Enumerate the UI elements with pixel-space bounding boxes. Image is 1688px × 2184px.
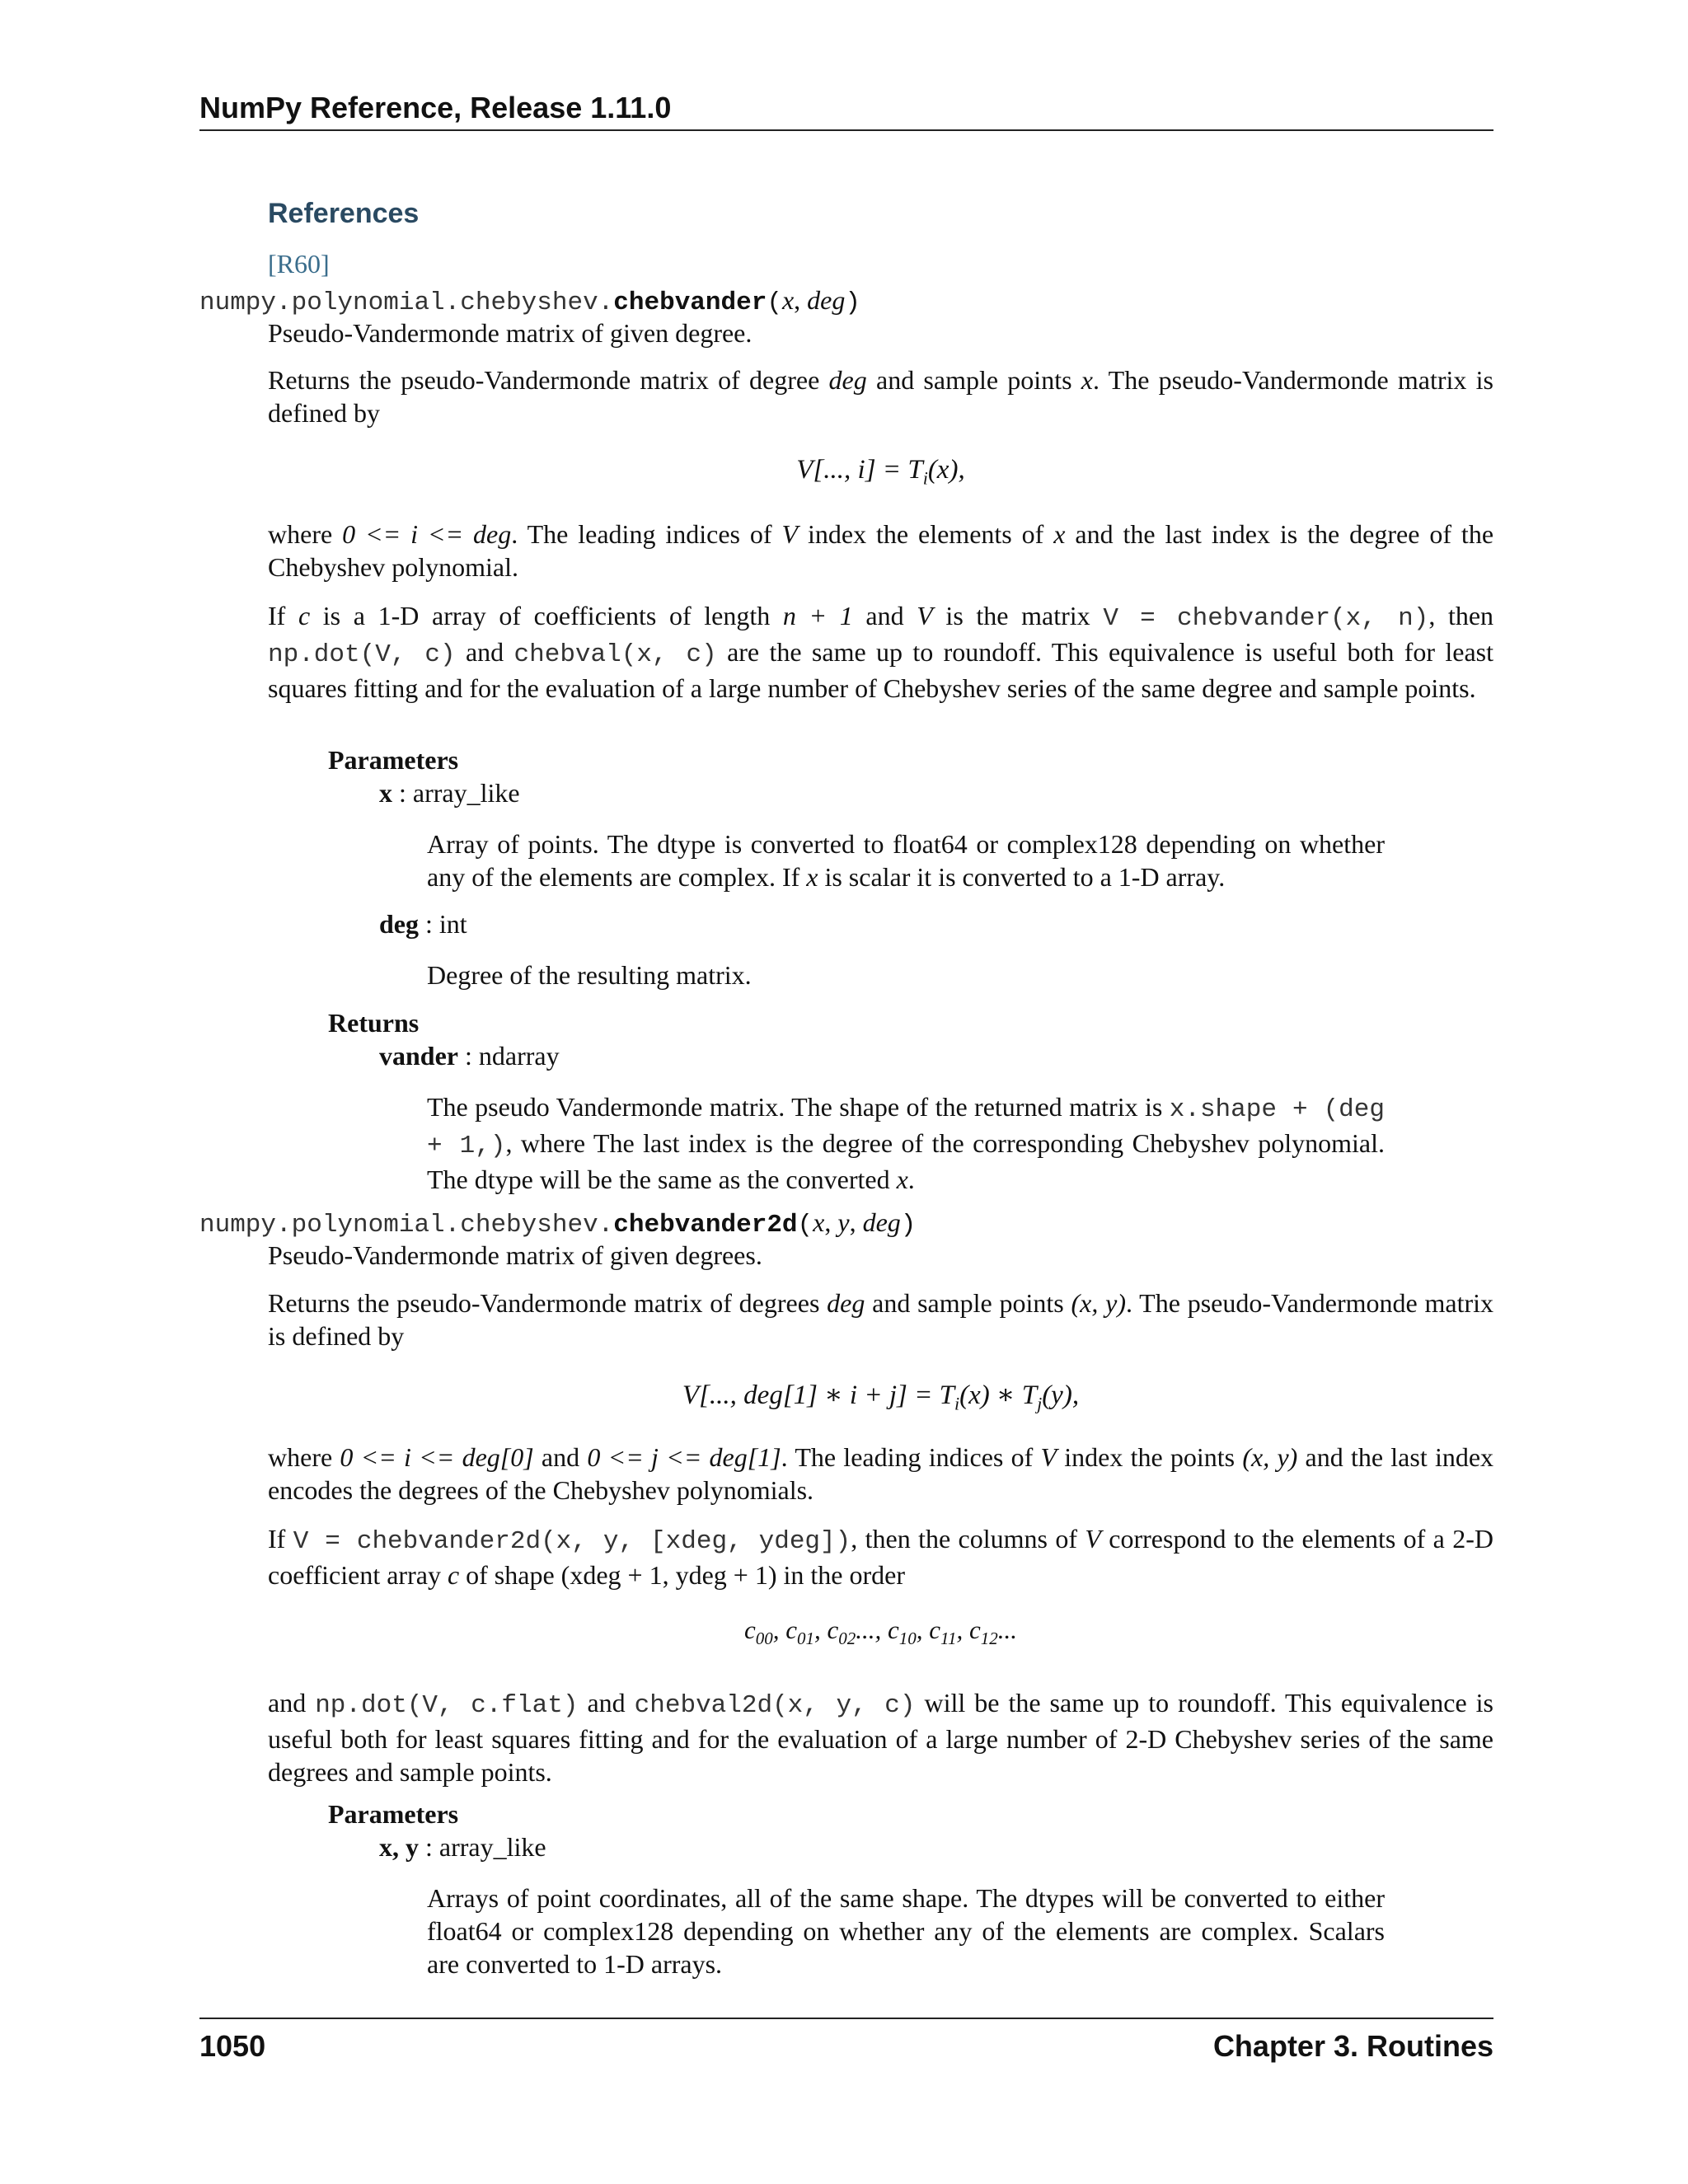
text-italic: 0 <= j <= deg[1] bbox=[587, 1442, 781, 1472]
text-italic: V bbox=[1040, 1442, 1057, 1472]
text: . The leading indices of bbox=[781, 1442, 1041, 1472]
eq-sub: 12 bbox=[980, 1629, 998, 1649]
text-italic: x bbox=[1081, 365, 1093, 395]
text: and bbox=[455, 637, 514, 667]
text-italic: (x, y) bbox=[1242, 1442, 1298, 1472]
eq-c: c bbox=[888, 1615, 899, 1644]
text-italic: 0 <= i <= deg bbox=[342, 519, 512, 549]
paragraph-equivalence bbox=[268, 599, 1493, 705]
text: . The pseudo-Vandermonde matrix is defined by bbox=[268, 365, 1494, 428]
text: Returns the pseudo-Vandermonde matrix of degree bbox=[268, 365, 829, 395]
text: , where The last index is the degree of the corresponding Chebyshev polynomial. The dtype will be the same as the converted bbox=[427, 1128, 1386, 1194]
eq-c: c bbox=[929, 1615, 941, 1644]
text-italic: deg bbox=[828, 365, 867, 395]
signature-paren-close: ) bbox=[845, 288, 860, 317]
equation-text: V[..., i] = T bbox=[796, 455, 923, 485]
text: Returns the pseudo-Vandermonde matrix of degrees bbox=[268, 1288, 828, 1318]
param-type: : array_like bbox=[392, 778, 520, 808]
equation-subscript: i bbox=[954, 1393, 960, 1414]
eq-dots: ... bbox=[997, 1615, 1018, 1644]
signature-arg-x: x bbox=[813, 1207, 825, 1237]
signature-paren-close: ) bbox=[900, 1211, 917, 1240]
signature-arg-deg: deg bbox=[862, 1207, 901, 1237]
signature-paren-open: ( bbox=[767, 288, 782, 317]
function-signature-chebvander2d bbox=[199, 1206, 916, 1242]
eq-sub: 01 bbox=[797, 1629, 814, 1649]
inline-code: np.dot(V, c) bbox=[268, 640, 456, 669]
text: Array of points. The dtype is converted to float64 or complex128 depending on whether any of the elements are complex. If bbox=[427, 829, 1385, 892]
paragraph-indices bbox=[268, 518, 1493, 583]
text: index the elements of bbox=[798, 519, 1054, 549]
returns-heading: Returns bbox=[328, 1008, 420, 1038]
function-summary: Pseudo-Vandermonde matrix of given degree. bbox=[268, 318, 753, 348]
equation-coefficient-order bbox=[268, 1615, 1493, 1649]
text: is a 1-D array of coefficients of length bbox=[310, 601, 783, 630]
eq-sub: 00 bbox=[755, 1629, 773, 1649]
eq-sep: , bbox=[874, 1615, 889, 1644]
text: The pseudo Vandermonde matrix. The shape of the returned matrix is bbox=[427, 1092, 1170, 1122]
text-italic: x bbox=[896, 1165, 908, 1194]
text: index the points bbox=[1057, 1442, 1243, 1472]
text: of shape (xdeg + 1, ydeg + 1) in the order bbox=[459, 1560, 905, 1590]
inline-code: V = chebvander2d(x, y, [xdeg, ydeg]) bbox=[293, 1527, 851, 1556]
text-italic: n + 1 bbox=[782, 601, 853, 630]
text: and the last index encodes the degrees of the Chebyshev polynomials. bbox=[268, 1442, 1494, 1505]
return-vander bbox=[379, 1041, 560, 1071]
text: where bbox=[268, 1442, 340, 1472]
inline-code: x.shape + (deg + 1,) bbox=[427, 1095, 1385, 1160]
signature-sep: , bbox=[824, 1207, 838, 1237]
text: and sample points bbox=[866, 365, 1081, 395]
citation-link-r60[interactable]: [R60] bbox=[268, 249, 330, 279]
text: and bbox=[578, 1688, 635, 1718]
eq-sub: 02 bbox=[838, 1629, 856, 1649]
text: is the matrix bbox=[932, 601, 1104, 630]
eq-sub: 10 bbox=[898, 1629, 917, 1649]
text-italic: c bbox=[298, 601, 311, 630]
text: where bbox=[268, 519, 343, 549]
text: , then bbox=[1428, 601, 1494, 630]
eq-c: c bbox=[827, 1615, 839, 1644]
text-italic: 0 <= i <= deg[0] bbox=[340, 1442, 534, 1472]
chapter-title: Chapter 3. Routines bbox=[1212, 2029, 1493, 2063]
inline-code: np.dot(V, c.flat) bbox=[315, 1691, 579, 1720]
text-italic: x bbox=[806, 862, 818, 892]
text: and bbox=[852, 601, 917, 630]
equation-vandermonde-2d bbox=[268, 1378, 1493, 1415]
text-italic: c bbox=[447, 1560, 460, 1590]
equation-text: (y), bbox=[1042, 1380, 1080, 1410]
paragraph-indices bbox=[268, 1441, 1493, 1507]
text: is scalar it is converted to a 1-D array. bbox=[818, 862, 1226, 892]
signature-arg-x: x bbox=[781, 285, 795, 315]
parameters-heading: Parameters bbox=[328, 745, 459, 775]
text-italic: V bbox=[1085, 1524, 1101, 1554]
param-x bbox=[379, 778, 520, 808]
text: , then the columns of bbox=[851, 1524, 1085, 1554]
return-name: vander bbox=[379, 1041, 458, 1071]
eq-c: c bbox=[969, 1615, 981, 1644]
text-italic: deg bbox=[827, 1288, 865, 1318]
param-name: x, y bbox=[379, 1832, 419, 1862]
text: and the last index is the degree of the Chebyshev polynomial. bbox=[268, 519, 1494, 582]
footer-rule bbox=[199, 2018, 1493, 2019]
inline-code: chebval(x, c) bbox=[513, 640, 717, 669]
eq-c: c bbox=[785, 1615, 797, 1644]
param-type: : int bbox=[419, 909, 467, 939]
paragraph-equivalence bbox=[268, 1686, 1493, 1788]
param-deg bbox=[379, 909, 467, 940]
page-header-title: NumPy Reference, Release 1.11.0 bbox=[199, 91, 672, 124]
header-rule bbox=[199, 129, 1493, 131]
text: If bbox=[268, 601, 298, 630]
eq-sub: 11 bbox=[940, 1629, 957, 1649]
signature-module: numpy.polynomial.chebyshev. bbox=[199, 1211, 614, 1240]
paragraph-description bbox=[268, 1286, 1493, 1352]
text: correspond to the elements of a 2-D coefficient array bbox=[268, 1524, 1494, 1590]
eq-sep: , bbox=[772, 1615, 786, 1644]
signature-module: numpy.polynomial.chebyshev. bbox=[199, 288, 614, 317]
param-name: deg bbox=[379, 909, 419, 939]
text-italic: V bbox=[781, 519, 799, 549]
function-signature-chebvander bbox=[199, 284, 860, 320]
equation-text: V[..., deg[1] ∗ i + j] = T bbox=[682, 1380, 955, 1410]
text: . The leading indices of bbox=[511, 519, 782, 549]
signature-name[interactable]: chebvander2d bbox=[613, 1211, 798, 1240]
param-x-y-description: Arrays of point coordinates, all of the same shape. The dtypes will be converted to either float64 or complex128 depending on whether any of the elements are complex. Scalars are converted to 1-D arrays. bbox=[427, 1883, 1385, 1979]
page-number: 1050 bbox=[199, 2029, 266, 2063]
equation-text: (x) ∗ T bbox=[959, 1380, 1038, 1410]
text: . bbox=[907, 1165, 915, 1194]
signature-name[interactable]: chebvander bbox=[613, 288, 767, 317]
return-vander-description bbox=[427, 1090, 1385, 1196]
inline-code: chebval2d(x, y, c) bbox=[634, 1691, 916, 1720]
eq-dots: ... bbox=[856, 1615, 875, 1644]
text: and bbox=[268, 1688, 316, 1718]
signature-arg-deg: deg bbox=[807, 285, 846, 315]
text: . The pseudo-Vandermonde matrix is defined by bbox=[268, 1288, 1494, 1351]
equation-subscript: i bbox=[922, 467, 928, 489]
text-italic: x bbox=[1053, 519, 1066, 549]
text: and bbox=[533, 1442, 588, 1472]
eq-sep: , bbox=[814, 1615, 828, 1644]
text-italic: V bbox=[917, 601, 933, 630]
text-italic: (x, y) bbox=[1071, 1288, 1126, 1318]
equation-text: (x), bbox=[927, 455, 965, 485]
signature-paren-open: ( bbox=[797, 1211, 814, 1240]
text: will be the same up to roundoff. This equivalence is useful both for least squares fitting and for the evaluation of a large number of 2-D Chebyshev series of the same degrees and sample points. bbox=[268, 1688, 1494, 1787]
inline-code: V = chebvander(x, n) bbox=[1103, 604, 1429, 633]
references-heading: References bbox=[268, 198, 420, 229]
text: If bbox=[268, 1524, 293, 1554]
eq-c: c bbox=[743, 1615, 756, 1644]
signature-sep: , bbox=[849, 1207, 863, 1237]
eq-sep: , bbox=[916, 1615, 930, 1644]
paragraph-columns bbox=[268, 1522, 1493, 1591]
paragraph-description bbox=[268, 363, 1493, 429]
signature-arg-y: y bbox=[837, 1207, 850, 1237]
equation-subscript: j bbox=[1037, 1393, 1043, 1414]
param-x-description bbox=[427, 827, 1385, 893]
signature-sep: , bbox=[794, 285, 808, 315]
text: and sample points bbox=[865, 1288, 1071, 1318]
return-type: : ndarray bbox=[458, 1041, 560, 1071]
param-type: : array_like bbox=[419, 1832, 546, 1862]
param-x-y bbox=[379, 1832, 546, 1863]
eq-sep: , bbox=[956, 1615, 969, 1644]
function-summary: Pseudo-Vandermonde matrix of given degrees. bbox=[268, 1240, 762, 1270]
equation-vandermonde bbox=[268, 455, 1493, 490]
parameters-heading: Parameters bbox=[328, 1799, 459, 1829]
param-name: x bbox=[379, 778, 392, 808]
param-deg-description: Degree of the resulting matrix. bbox=[427, 960, 752, 990]
text: are the same up to roundoff. This equivalence is useful both for least squares fitting and for the evaluation of a large number of Chebyshev series of the same degree and sample points. bbox=[268, 637, 1494, 703]
